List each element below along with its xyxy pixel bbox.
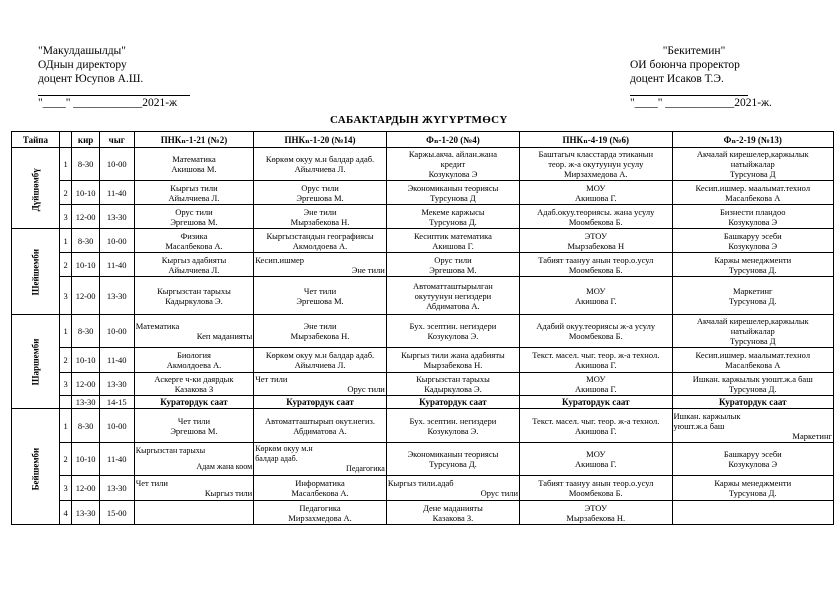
lesson-cell: Экономиканын теориясы Турсунова Д. (386, 443, 519, 476)
lesson-number: 1 (59, 148, 72, 181)
lesson-cell: Информатика Масалбекова А. (254, 476, 387, 501)
lesson-cell: Адаб.окуу.теориясы. жана усулу Моомбекова Б. (520, 205, 672, 229)
lesson-cell: Каржы.акча. айлан.жана кредит Козукулова Э (386, 148, 519, 181)
lesson-cell: Кыргыз тили Айылчиева Л. (134, 181, 253, 205)
lesson-cell: Баштагыч класстарда этиканын теор. ж-а окутуунун усулу Мирзахмедова А. (520, 148, 672, 181)
lesson-number: 4 (59, 501, 72, 525)
lesson-cell: Аскерге ч-ки даярдык Казакова З (134, 373, 253, 396)
lesson-cell: Кыргыз адабияты Айылчиева Л. (134, 253, 253, 277)
approval-right-name: доцент Исаков Т.Э. (630, 73, 724, 85)
table-row (12, 476, 834, 501)
end-time: 10-00 (99, 409, 134, 443)
lesson-cell: Көркөм окуу м.н балдар адаб. Айылчиева Л. (254, 148, 387, 181)
start-time: 8-30 (72, 229, 99, 253)
lesson-cell: Бух. эсептин. негиздери Козукулова Э. (386, 409, 519, 443)
lesson-cell: ЭТОУ Мырзабекова Н. (520, 501, 672, 525)
day-label-tuesday: Шейшемби (12, 229, 60, 315)
lesson-number: 3 (59, 476, 72, 501)
lesson-cell: Орус тили Эргешова М. (386, 253, 519, 277)
day-label-wednesday: Шаршемби (12, 315, 60, 409)
document-title: САБАКТАРДЫН ЖҮГҮРТМӨСҮ (330, 114, 508, 126)
lesson-cell: Педагогика Мирзахмедова А. (254, 501, 387, 525)
lesson-cell: Экономиканын теориясы Турсунова Д (386, 181, 519, 205)
end-time: 10-00 (99, 229, 134, 253)
lesson-cell: Чет тили Орус тили (255, 374, 385, 394)
lesson-number: 2 (59, 443, 72, 476)
schedule-table (11, 131, 834, 525)
day-label-monday: Дүйшөмбү (12, 148, 60, 229)
approval-left-date: "____" ____________2021-ж (38, 97, 178, 109)
lesson-cell: Башкаруу эсеби Козукулова Э (672, 443, 833, 476)
start-time: 12-00 (72, 277, 99, 315)
start-time: 12-00 (72, 205, 99, 229)
table-row (12, 181, 834, 205)
curator-hour-cell: Куратордук саат (520, 396, 672, 409)
lesson-cell: Чет тили Эргешова М. (254, 277, 387, 315)
start-time: 10-10 (72, 348, 99, 373)
lesson-number: 2 (59, 253, 72, 277)
start-time: 12-00 (72, 373, 99, 396)
header-day: Тайпа (12, 132, 60, 148)
end-time: 13-30 (99, 476, 134, 501)
header-group-2: ПНКₙ-1-20 (№14) (254, 132, 387, 148)
lesson-cell: Кыргызстан тарыхы Адам жана коом (134, 443, 253, 476)
approval-left-position: ОДнын директору (38, 59, 127, 71)
end-time: 13-30 (99, 373, 134, 396)
header-row (12, 132, 834, 148)
lesson-number (59, 396, 72, 409)
start-time: 8-30 (72, 409, 99, 443)
end-time: 11-40 (99, 181, 134, 205)
end-time: 13-30 (99, 205, 134, 229)
approval-right-date: "____" ____________2021-ж. (630, 97, 772, 109)
approval-left-name: доцент Юсупов А.Ш. (38, 73, 144, 85)
lesson-cell: Математика Акишова М. (134, 148, 253, 181)
lesson-cell: Табият таануу анын теор.о.усул Моомбекова Б. (520, 476, 672, 501)
header-end: чыг (99, 132, 134, 148)
lesson-cell: Ишкан. каржылык уюшт.ж.а баш Маркетинг (673, 410, 832, 441)
end-time: 10-00 (99, 315, 134, 348)
table-row (12, 373, 834, 396)
lesson-cell: Кыргызстан тарыхы Кадыркулова Э. (386, 373, 519, 396)
end-time: 15-00 (99, 501, 134, 525)
table-row (12, 443, 834, 476)
approval-left-signature-line (38, 86, 190, 96)
approval-block-right (630, 44, 772, 110)
lesson-cell: Эне тили Мырзабекова Н. (254, 315, 387, 348)
header-num (59, 132, 72, 148)
curator-hour-cell: Куратордук саат (254, 396, 387, 409)
approval-block-left (38, 44, 190, 110)
curator-hour-cell: Куратордук саат (672, 396, 833, 409)
end-time: 10-00 (99, 148, 134, 181)
table-row (12, 148, 834, 181)
lesson-cell: Мекеме каржысы Турсунова Д. (386, 205, 519, 229)
end-time: 11-40 (99, 253, 134, 277)
lesson-cell: Эне тили Мырзабекова Н. (254, 205, 387, 229)
lesson-cell: Кыргызстан тарыхы Кадыркулова Э. (134, 277, 253, 315)
lesson-cell: МОУ Акишова Г. (520, 443, 672, 476)
lesson-cell: Кыргызстандын географиясы Акмолдоева А. (254, 229, 387, 253)
header-group-1: ПНКₙ-1-21 (№2) (134, 132, 253, 148)
table-row (12, 229, 834, 253)
lesson-cell: МОУ Акишова Г. (520, 277, 672, 315)
lesson-number: 3 (59, 373, 72, 396)
lesson-cell: Кыргыз тили.адаб Орус тили (386, 476, 519, 501)
header-group-5: Фₙ-2-19 (№13) (672, 132, 833, 148)
lesson-number: 1 (59, 409, 72, 443)
lesson-cell: Кыргыз тили жана адабияты Мырзабекова Н. (386, 348, 519, 373)
table-row (12, 501, 834, 525)
curator-hour-cell: Куратордук саат (386, 396, 519, 409)
table-row (12, 409, 834, 443)
lesson-cell: Автоматташтырылган окутуунун негиздери Абдиматова А. (386, 277, 519, 315)
lesson-cell: Каржы менеджменти Турсунова Д. (672, 476, 833, 501)
header-group-3: Фₙ-1-20 (№4) (386, 132, 519, 148)
lesson-cell: МОУ Акишова Г. (520, 373, 672, 396)
header-start: кир (72, 132, 99, 148)
start-time: 10-10 (72, 181, 99, 205)
lesson-cell: Көркөм окуу м.н балдар адаб. Айылчиева Л. (254, 348, 387, 373)
end-time: 11-40 (99, 348, 134, 373)
lesson-cell: Ишкан. каржылык уюшт.ж.а баш Турсунова Д. (672, 373, 833, 396)
header-group-4: ПНКₙ-4-19 (№6) (520, 132, 672, 148)
lesson-cell: Адабий окуу.теориясы ж-а усулу Моомбекова Б. (520, 315, 672, 348)
table-row (12, 315, 834, 348)
start-time: 8-30 (72, 148, 99, 181)
lesson-cell: Математика Кеп маданияты (134, 315, 253, 348)
lesson-cell: Кесип.ишмер. маалымат.технол Масалбекова А (672, 348, 833, 373)
lesson-number: 1 (59, 229, 72, 253)
curator-hour-cell: Куратордук саат (134, 396, 253, 409)
table-row (12, 205, 834, 229)
table-row (12, 277, 834, 315)
start-time: 10-10 (72, 253, 99, 277)
start-time: 12-00 (72, 476, 99, 501)
lesson-number: 3 (59, 205, 72, 229)
approval-left-title: "Макулдашылды" (38, 45, 126, 57)
day-label-thursday: Бейшемби (12, 409, 60, 525)
lesson-cell: ЭТОУ Мырзабекова Н (520, 229, 672, 253)
lesson-cell: Бух. эсептин. негиздери Козукулова Э. (386, 315, 519, 348)
table-row (12, 396, 834, 409)
start-time: 13-30 (72, 396, 99, 409)
lesson-cell: Көркөм окуу м.н балдар адаб. Педагогика (254, 443, 387, 476)
lesson-cell: Бизнести пландоо Козукулова Э (672, 205, 833, 229)
lesson-cell: Биология Акмолдоева А. (134, 348, 253, 373)
lesson-cell: Кесип.ишмер. маалымат.технол Масалбекова А (672, 181, 833, 205)
end-time: 13-30 (99, 277, 134, 315)
start-time: 13-30 (72, 501, 99, 525)
end-time: 14-15 (99, 396, 134, 409)
lesson-cell: Табият таануу анын теор.о.усул Моомбекова Б. (520, 253, 672, 277)
lesson-cell: Чет тили Эргешова М. (134, 409, 253, 443)
lesson-cell: Акчалай кирешелер,каржылык натыйжалар Турсунова Д (672, 315, 833, 348)
start-time: 8-30 (72, 315, 99, 348)
approval-right-position: ОИ боюнча проректор (630, 59, 740, 71)
end-time: 11-40 (99, 443, 134, 476)
lesson-cell: Орус тили Эргешова М. (254, 181, 387, 205)
lesson-number: 2 (59, 348, 72, 373)
lesson-cell: Чет тили Кыргыз тили (134, 476, 253, 501)
lesson-cell (672, 501, 833, 525)
lesson-cell: Маркетинг Турсунова Д. (672, 277, 833, 315)
lesson-number: 3 (59, 277, 72, 315)
lesson-cell: Башкаруу эсеби Козукулова Э (672, 229, 833, 253)
lesson-cell: Автоматташтырып окут.негиз. Абдиматова А. (254, 409, 387, 443)
lesson-cell: Кесип.ишмер Эне тили (255, 254, 385, 275)
lesson-cell: Дене маданияты Казакова З. (386, 501, 519, 525)
lesson-cell: МОУ Акишова Г. (520, 181, 672, 205)
table-row (12, 253, 834, 277)
lesson-cell (134, 501, 253, 525)
approval-right-title: "Бекитемин" (662, 45, 726, 57)
approval-right-signature-line (630, 86, 748, 96)
lesson-cell: Каржы менеджменти Турсунова Д. (672, 253, 833, 277)
lesson-number: 2 (59, 181, 72, 205)
lesson-cell: Акчалай кирешелер,каржылык натыйжалар Турсунова Д (672, 148, 833, 181)
table-row (12, 348, 834, 373)
lesson-cell: Текст. масел. чыг. теор. ж-а технол. Акишова Г. (520, 348, 672, 373)
lesson-cell: Кесиптик математика Акишова Г. (386, 229, 519, 253)
lesson-cell: Орус тили Эргешова М. (134, 205, 253, 229)
lesson-cell: Текст. масел. чыг. теор. ж-а технол. Акишова Г. (520, 409, 672, 443)
start-time: 10-10 (72, 443, 99, 476)
lesson-number: 1 (59, 315, 72, 348)
lesson-cell: Физика Масалбекова А. (134, 229, 253, 253)
